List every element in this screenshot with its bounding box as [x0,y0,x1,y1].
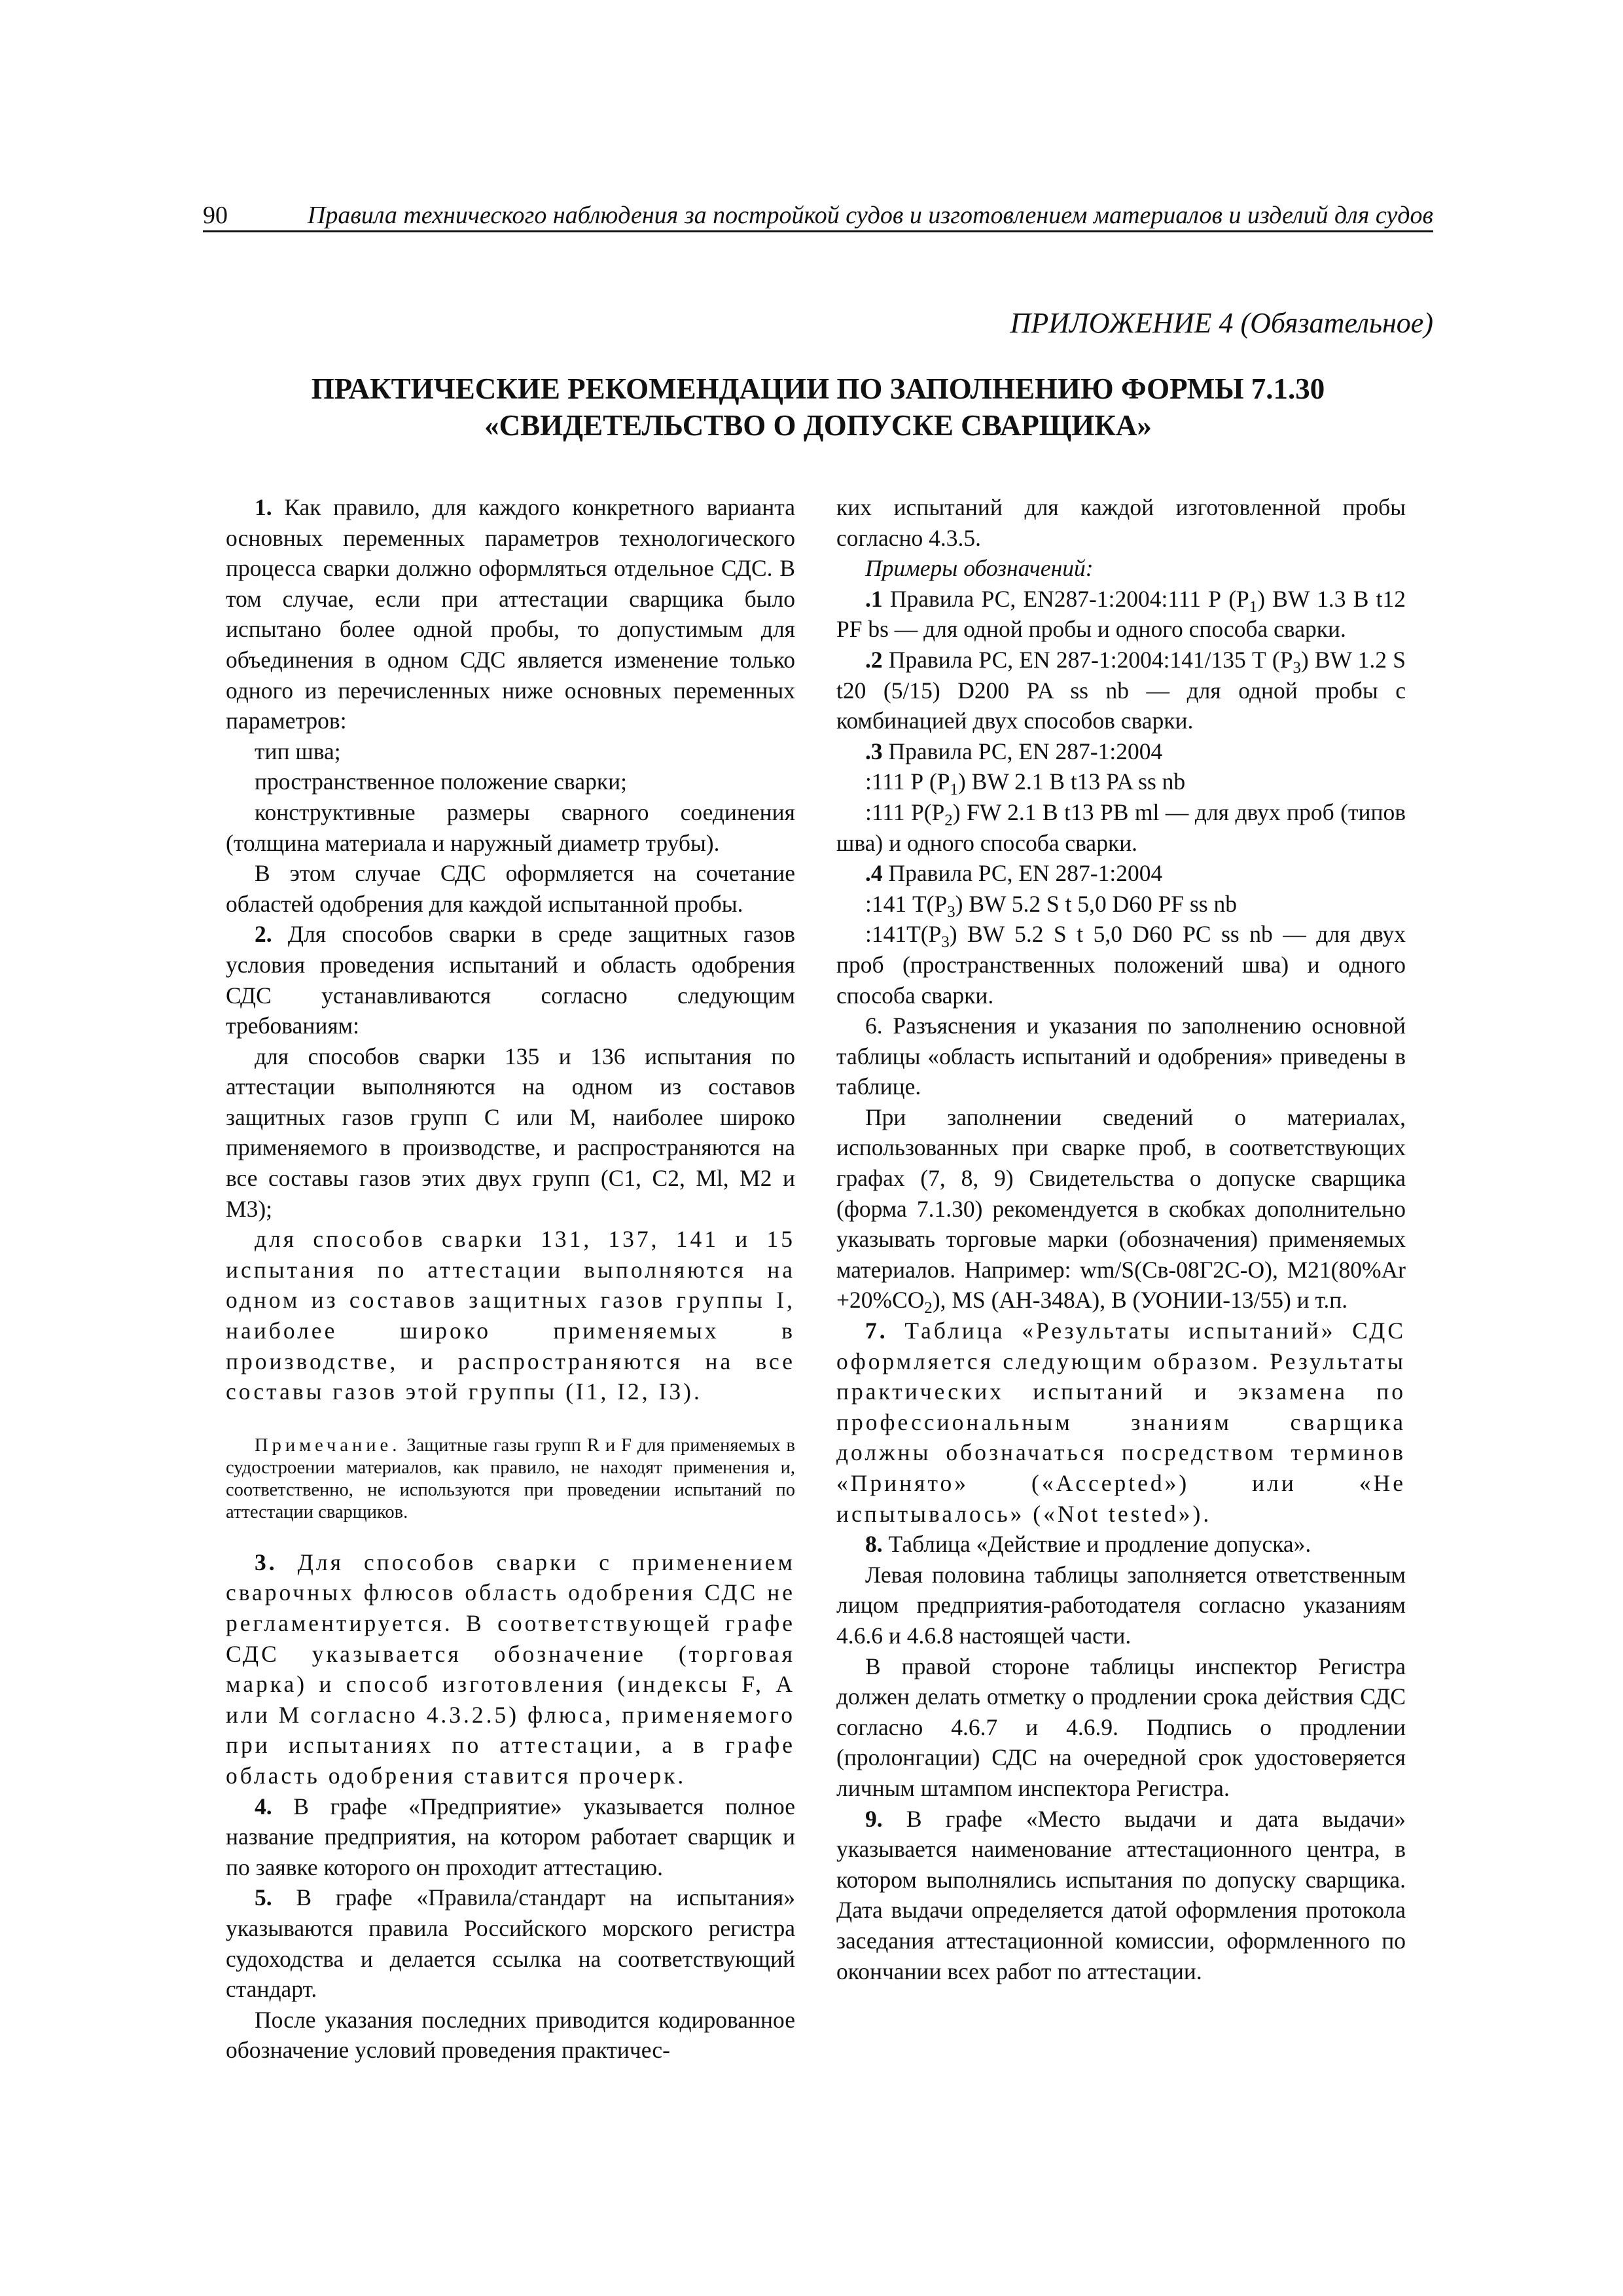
paragraph-6b-subscript: 2 [924,1299,933,1318]
paragraph-7-number: 7. [865,1318,888,1344]
paragraph-9 [836,1804,1406,1987]
example-4 [836,858,1406,889]
paragraph-7 [836,1316,1406,1529]
left-column [226,492,795,2066]
paragraph-2-number: 2. [255,921,272,948]
example-4-b2: ) BW 5.2 S t 5,0 D60 PF ss nb [955,890,1238,917]
example-1 [836,584,1406,645]
paragraph-7-text: Таблица «Результаты испытаний» СДС оформляется следующим образом. Результаты практических испытаний и экзамена по профессиональным знаниям сварщика должны обозначаться посредством терминов «Принято» («Accepted») или «Не испытывалось» («Not tested»). [836,1318,1406,1527]
paragraph-4-number: 4. [255,1793,272,1820]
paragraph-6: 6. Разъяснения и указания по заполнению основной таблицы «область испытаний и одобрения» приведены в таблице. [836,1013,1406,1100]
example-3-text-a: Правила РС, EN 287-1:2004 [882,738,1163,764]
example-4-number: .4 [865,860,883,887]
example-3 [836,736,1406,767]
examples-label: Примеры обозначений: [865,555,1094,582]
paragraph-2a: для способов сварки 135 и 136 испытания по аттестации выполняются на одном из составов защитных газов групп С или М, наиболее широко применяемого в производстве, и распространяются на все составы газов этих двух групп (С1, С2, Ml, М2 и М3); [226,1043,795,1222]
example-4-c-subscript: 3 [941,933,950,952]
example-4-line-b [836,889,1406,920]
paragraph-5-number: 5. [255,1884,272,1911]
paragraph-1-text: Как правило, для каждого конкретного варианта основных переменных параметров технологического процесса сварки должно оформляться отдельное СДС. В том случае, если при аттестации сварщика было испытано более одной пробы, то допустимым для объединения в одном СДС является изменение только одного из перечисленных ниже основных переменных параметров: [226,494,795,734]
list-item-weld-type: тип шва; [255,738,341,764]
paragraph-3-number: 3. [255,1549,277,1575]
example-1-text-a: Правила РС, EN287-1:2004:111 Р (P [882,585,1249,612]
paragraph-5-text: В графе «Правила/стандарт на испытания» указываются правила Российского морского регистра судоходства и делается ссылка на соответствующий стандарт. [226,1884,795,2003]
paragraph-6b-text-a: При заполнении сведений о материалах, использованных при сварке проб, в соответствующих графах (7, 8, 9) Свидетельства о допуске сварщика (форма 7.1.30) рекомендуется в скобках дополнительно указывать торговые марки (обозначения) применяемых материалов. Например: wm/S(Св-08Г2С-О), M21(80%Ar +20%CO [836,1103,1406,1314]
example-3-c2: ) FW 2.1 В t13 РВ ml — для двух проб (типов шва) и одного способа сварки. [836,798,1406,856]
example-4-text-a: Правила РС, EN 287-1:2004 [882,860,1163,887]
paragraph-2b: для способов сварки 131, 137, 141 и 15 испытания по аттестации выполняются на одном из составов защитных газов группы I, наиболее широко применяемых в производстве, и распространяются на все составы газов этой группы (I1, I2, I3). [226,1226,795,1405]
right-column [836,492,1406,1986]
note-text: Защитные газы групп R и F для применяемых в судостроении материалов, как правило, не находят применения и, соответственно, не используются при проведении испытаний по аттестации сварщиков. [226,1435,795,1522]
paragraph-1-number: 1. [255,494,272,520]
example-1-subscript: 1 [1249,598,1258,616]
paragraph-5 [226,1882,795,2004]
list-item-position: пространственное положение сварки; [255,768,627,795]
document-title [203,370,1433,444]
example-3-c-subscript: 2 [944,812,953,830]
paragraph-8-number: 8. [865,1531,883,1558]
paragraph-9-text: В графе «Место выдачи и дата выдачи» указывается наименование аттестационного центра, в котором выполнялись испытания по допуску сварщика. Дата выдачи определяется датой оформления протокола заседания аттестационной комиссии, оформленного по окончании всех работ по аттестации. [836,1805,1406,1984]
example-1-text-b: ) BW 1.3 В t12 PF bs — для одной пробы и одного способа сварки. [836,585,1406,643]
paragraph-3 [226,1547,795,1791]
example-3-b2: ) BW 2.1 В t13 PA ss nb [957,768,1186,795]
example-1-number: .1 [865,585,883,612]
example-3-c1: :111 Р(Р [865,798,945,825]
example-2-number: .2 [865,646,883,673]
paragraph-2-text: Для способов сварки в среде защитных газов условия проведения испытаний и область одобрения СДС устанавливаются согласно следующим требованиям: [226,921,795,1039]
example-2-text-b: ) BW 1.2 S t20 (5/15) D200 PA ss nb — для одной пробы с комбинацией двух способов сварки. [836,646,1406,734]
paragraph-1 [226,492,795,736]
example-4-b-subscript: 3 [947,903,955,921]
paragraph-8c: В правой стороне таблицы инспектор Регистра должен делать отметку о продлении срока действия СДС согласно 4.6.7 и 4.6.9. Подпись о продлении (пролонгации) СДС на очередной срок удостоверяется личным штампом инспектора Регистра. [836,1653,1406,1801]
paragraph-1b: В этом случае СДС оформляется на сочетание областей одобрения для каждой испытанной пробы. [226,860,795,917]
example-2 [836,645,1406,736]
paragraph-5b: После указания последних приводится кодированное обозначение условий проведения практичес- [226,2006,795,2064]
example-2-text-a: Правила РС, EN 287-1:2004:141/135 Т (Р [882,646,1293,673]
paragraph-2 [226,919,795,1041]
note [226,1435,795,1524]
paragraph-6b [836,1102,1406,1316]
example-4-c2: ) BW 5.2 S t 5,0 D60 PC ss nb — для двух проб (пространственных положений шва) и одного способа сварки. [836,921,1406,1009]
paragraph-8b: Левая половина таблицы заполняется ответственным лицом предприятия-работодателя согласно указаниям 4.6.6 и 4.6.8 настоящей части. [836,1561,1406,1649]
list-item-dimensions: конструктивные размеры сварного соединения (толщина материала и наружный диаметр трубы). [226,798,795,856]
example-4-c1: :141Т(Р [865,921,942,948]
example-3-line-b [836,766,1406,797]
paragraph-6b-text-b: ), MS (АН-348А), В (УОНИИ-13/55) и т.п. [932,1287,1348,1314]
title-line-2: «СВИДЕТЕЛЬСТВО О ДОПУСКЕ СВАРЩИКА» [484,409,1152,442]
appendix-label: ПРИЛОЖЕНИЕ 4 (Обязательное) [1010,307,1433,339]
paragraph-9-number: 9. [865,1805,883,1832]
note-label: Примечание. [255,1435,401,1456]
example-3-b1: :111 Р (P [865,768,950,795]
paragraph-8 [836,1529,1406,1560]
paragraph-4 [226,1791,795,1883]
title-line-1: ПРАКТИЧЕСКИЕ РЕКОМЕНДАЦИИ ПО ЗАПОЛНЕНИЮ ФОРМЫ 7.1.30 [311,372,1325,405]
paragraph-4-text: В графе «Предприятие» указывается полное название предприятия, на котором работает сварщик и по заявке которого он проходит аттестацию. [226,1793,795,1880]
page-number: 90 [203,202,228,229]
example-4-line-c [836,919,1406,1011]
paragraph-8-text: Таблица «Действие и продление допуска». [882,1531,1311,1558]
example-2-subscript: 3 [1293,659,1301,677]
example-3-b-subscript: 1 [950,781,958,799]
example-3-number: .3 [865,738,883,764]
example-4-b1: :141 Т(Р [865,890,948,917]
paragraph-3-text: Для способов сварки с применением сварочных флюсов область одобрения СДС не регламентируется. В соответствующей графе СДС указывается обозначение (торговая марка) и способ изготовления (индексы F, А или М согласно 4.3.2.5) флюса, применяемого при испытаниях по аттестации, а в графе область одобрения ставится прочерк. [226,1549,795,1789]
example-3-line-c [836,797,1406,858]
running-title: Правила технического наблюдения за постройкой судов и изготовлением материалов и изделий для судов [307,202,1433,229]
header-rule [203,230,1433,232]
paragraph-5-continuation: ких испытаний для каждой изготовленной пробы согласно 4.3.5. [836,494,1406,551]
